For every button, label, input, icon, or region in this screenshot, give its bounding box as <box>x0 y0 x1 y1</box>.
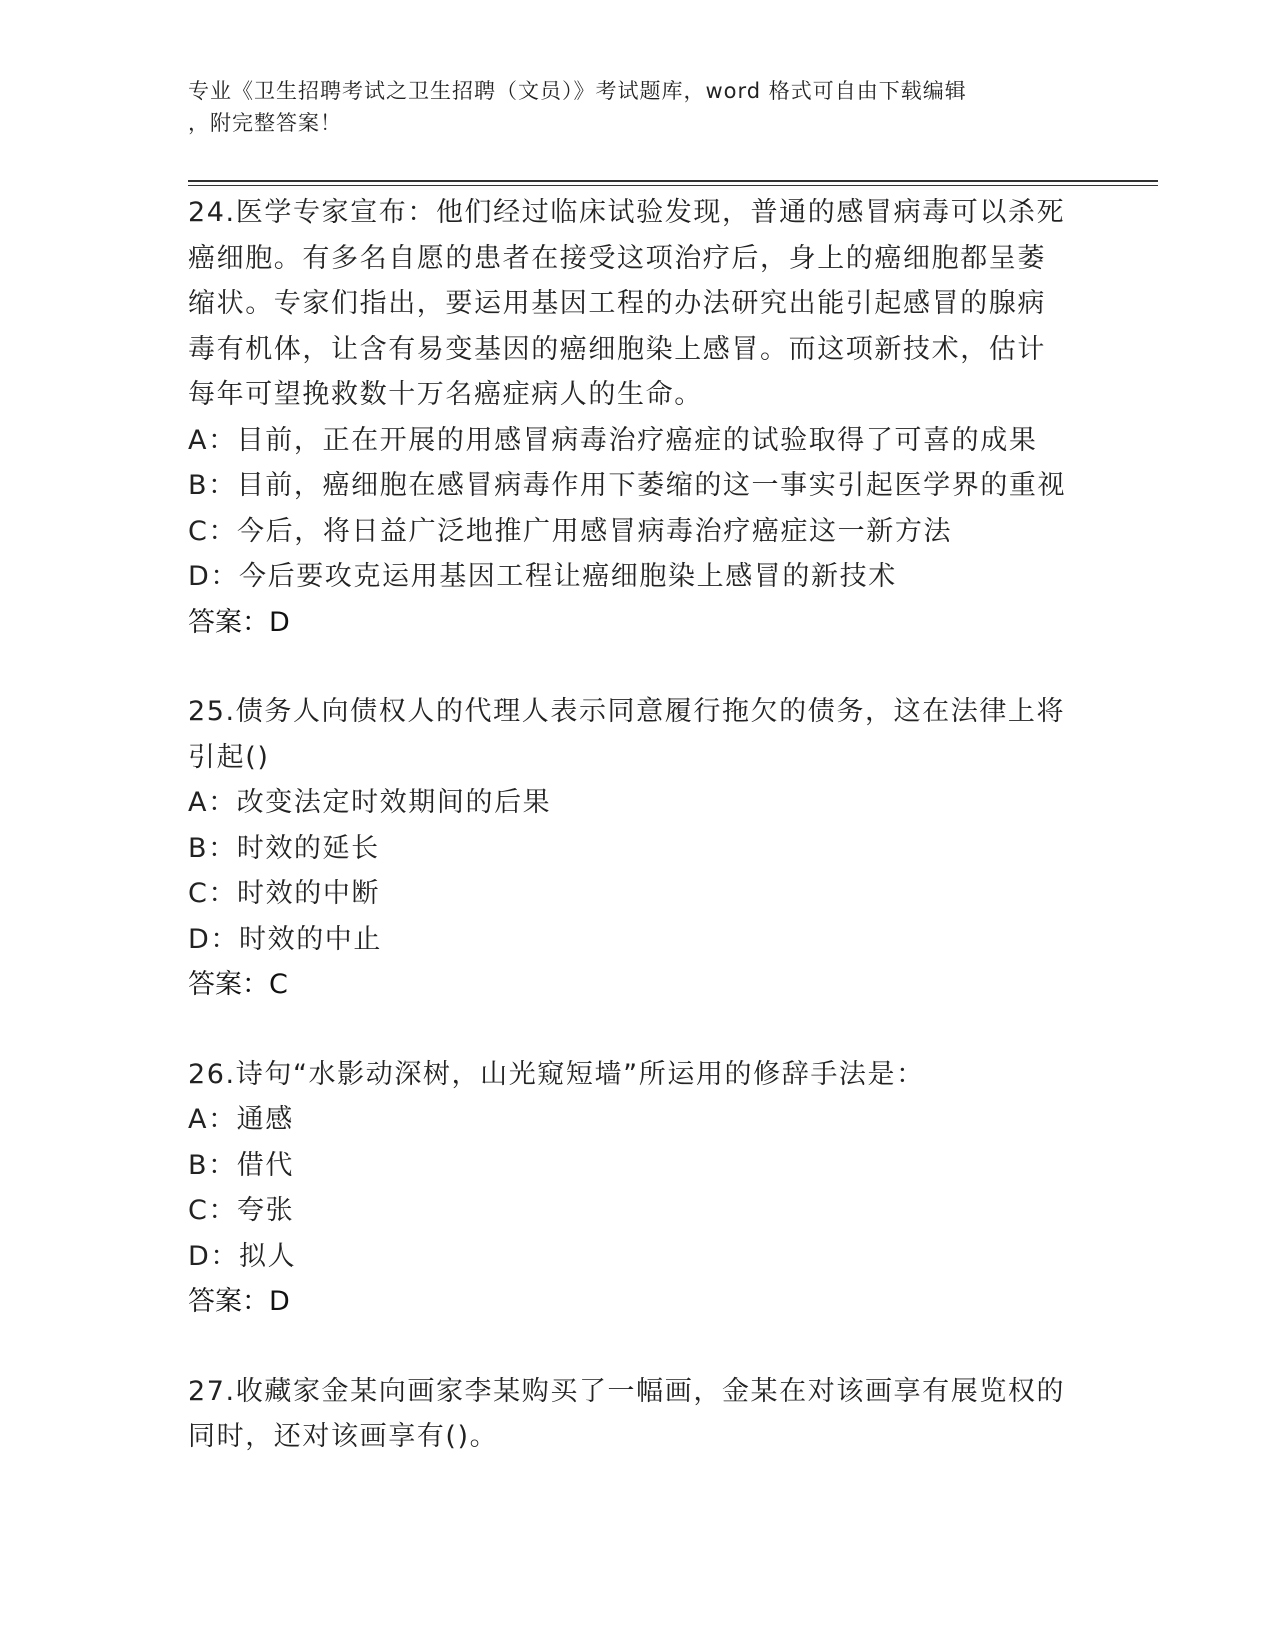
document-header <box>188 75 1088 139</box>
question-25 <box>188 689 1088 1008</box>
answer-label: 答案：D <box>188 606 290 638</box>
question-text: 27.收藏家金某向画家李某购买了一幅画，金某在对该画享有展览权的 <box>188 1375 1066 1407</box>
question-24 <box>188 190 1088 645</box>
option-a: A：通感 <box>188 1104 294 1135</box>
question-text: 同时，还对该画享有()。 <box>188 1421 499 1452</box>
question-list <box>188 190 1088 1504</box>
option-a: A：目前，正在开展的用感冒病毒治疗癌症的试验取得了可喜的成果 <box>188 424 1038 456</box>
header-line-1: 专业《卫生招聘考试之卫生招聘（文员）》考试题库，word 格式可自由下载编辑 <box>188 79 967 103</box>
option-a: A：改变法定时效期间的后果 <box>188 787 552 818</box>
question-text: 癌细胞。有多名自愿的患者在接受这项治疗后，身上的癌细胞都呈萎 <box>188 242 1046 274</box>
question-27 <box>188 1369 1088 1460</box>
question-text: 26.诗句“水影动深树，山光窥短墙”所运用的修辞手法是： <box>188 1058 925 1090</box>
question-text: 25.债务人向债权人的代理人表示同意履行拖欠的债务，这在法律上将 <box>188 696 1066 727</box>
option-c: C：今后，将日益广泛地推广用感冒病毒治疗癌症这一新方法 <box>188 515 953 547</box>
option-d: D：今后要攻克运用基因工程让癌细胞染上感冒的新技术 <box>188 561 897 592</box>
question-text: 缩状。专家们指出，要运用基因工程的办法研究出能引起感冒的腺病 <box>188 288 1046 319</box>
question-text: 24.医学专家宣布：他们经过临床试验发现，普通的感冒病毒可以杀死 <box>188 197 1066 228</box>
question-text: 每年可望挽救数十万名癌症病人的生命。 <box>188 379 703 410</box>
option-b: B：时效的延长 <box>188 832 380 864</box>
option-c: C：时效的中断 <box>188 878 381 909</box>
option-b: B：借代 <box>188 1149 294 1181</box>
question-26 <box>188 1052 1088 1325</box>
option-d: D：时效的中止 <box>188 923 382 955</box>
header-line-2: ，附完整答案！ <box>188 111 342 135</box>
header-divider-thick <box>188 180 1158 182</box>
question-text: 毒有机体，让含有易变基因的癌细胞染上感冒。而这项新技术，估计 <box>188 333 1046 365</box>
option-d: D：拟人 <box>188 1240 297 1272</box>
option-c: C：夸张 <box>188 1195 295 1226</box>
question-text: 引起() <box>188 741 270 773</box>
header-divider-thin <box>188 185 1158 186</box>
answer-label: 答案：D <box>188 1286 290 1317</box>
option-b: B：目前，癌细胞在感冒病毒作用下萎缩的这一事实引起医学界的重视 <box>188 470 1067 501</box>
answer-label: 答案：C <box>188 969 288 1000</box>
